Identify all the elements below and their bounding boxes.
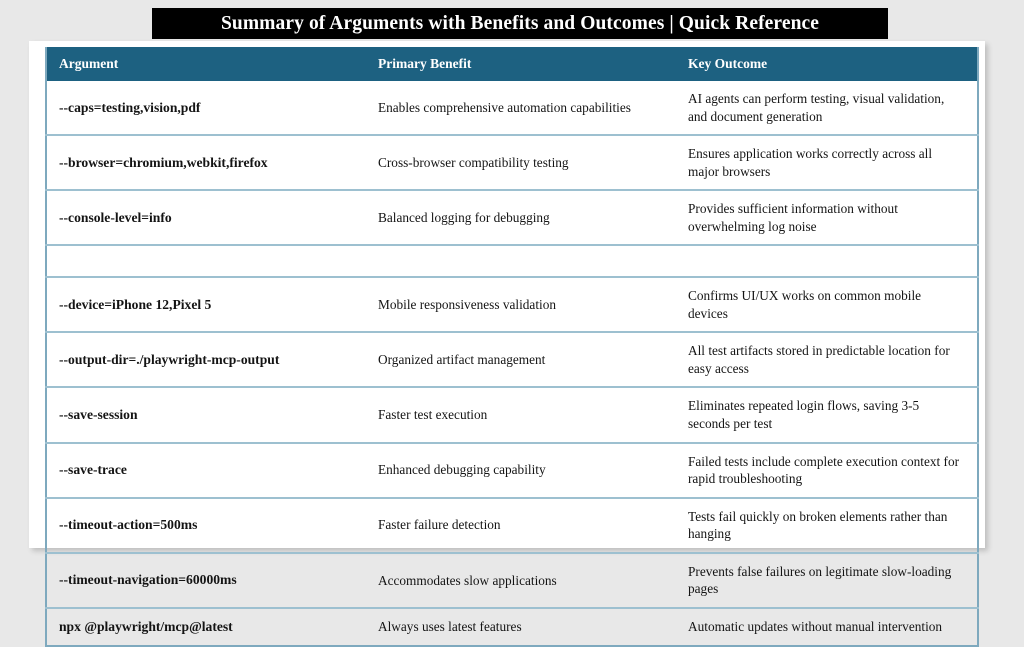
cell-key-outcome: Prevents false failures on legitimate slow-loading pages: [688, 563, 952, 597]
table-row: [46, 135, 978, 190]
cell-key-outcome: Automatic updates without manual intervention: [688, 619, 943, 635]
cell-primary-benefit: Faster failure detection: [378, 517, 501, 533]
table-row: [46, 190, 978, 245]
column-header-argument: Argument: [46, 47, 366, 81]
cell-primary-benefit: Cross-browser compatibility testing: [378, 154, 569, 170]
cell-key-outcome: Eliminates repeated login flows, saving 3-5 seconds per test: [688, 398, 920, 432]
cell-key-outcome: Provides sufficient information without overwhelming log noise: [688, 201, 898, 234]
table-row: [46, 387, 978, 442]
cell-argument: [46, 245, 366, 277]
table-body: [46, 81, 978, 646]
page-title: Summary of Arguments with Benefits and Outcomes | Quick Reference: [220, 12, 820, 34]
table-header: [46, 47, 978, 81]
cell-argument: npx @playwright/mcp@latest: [59, 618, 233, 634]
cell-primary-benefit: Always uses latest features: [378, 619, 522, 635]
table-row: [46, 332, 978, 387]
table-row: [46, 245, 978, 277]
cell-primary-benefit: Mobile responsiveness validation: [378, 297, 557, 313]
cell-argument: --timeout-navigation=60000ms: [59, 572, 237, 588]
cell-argument: --output-dir=./playwright-mcp-output: [59, 351, 280, 367]
cell-key-outcome: Failed tests include complete execution context for rapid troubleshooting: [688, 453, 960, 487]
cell-key-outcome: Confirms UI/UX works on common mobile devices: [688, 288, 922, 321]
column-header-primary-benefit: Primary Benefit: [366, 47, 676, 81]
cell-key-outcome: Tests fail quickly on broken elements rather than hanging: [688, 508, 948, 542]
cell-key-outcome: Ensures application works correctly across all major browsers: [688, 146, 933, 179]
cell-key-outcome: [676, 245, 978, 277]
cell-key-outcome: All test artifacts stored in predictable location for easy access: [688, 343, 950, 376]
cell-argument: --timeout-action=500ms: [59, 517, 198, 533]
cell-primary-benefit: Faster test execution: [378, 407, 488, 423]
cell-primary-benefit: [366, 245, 676, 277]
cell-argument: --save-trace: [59, 462, 127, 478]
cell-argument: --device=iPhone 12,Pixel 5: [59, 296, 212, 312]
table-row: [46, 498, 978, 553]
cell-primary-benefit: Enhanced debugging capability: [378, 462, 546, 478]
table-row: [46, 553, 978, 608]
cell-primary-benefit: Enables comprehensive automation capabilities: [378, 99, 631, 115]
reference-table-container: [45, 47, 977, 647]
page-title-banner: [152, 8, 888, 39]
cell-argument: --save-session: [59, 407, 138, 423]
cell-key-outcome: AI agents can perform testing, visual validation, and document generation: [688, 91, 945, 124]
cell-primary-benefit: Accommodates slow applications: [378, 572, 557, 588]
column-header-key-outcome: Key Outcome: [676, 47, 978, 81]
table-row: [46, 608, 978, 646]
cell-argument: --browser=chromium,webkit,firefox: [59, 154, 268, 170]
cell-argument: --caps=testing,vision,pdf: [59, 99, 201, 115]
table-row: [46, 277, 978, 332]
table-header-row: [46, 47, 978, 81]
reference-table: [45, 47, 979, 647]
content-card: [29, 41, 985, 635]
cell-primary-benefit: Organized artifact management: [378, 352, 546, 368]
cell-argument: --console-level=info: [59, 209, 172, 225]
table-row: [46, 81, 978, 135]
cell-primary-benefit: Balanced logging for debugging: [378, 209, 550, 225]
table-row: [46, 443, 978, 498]
